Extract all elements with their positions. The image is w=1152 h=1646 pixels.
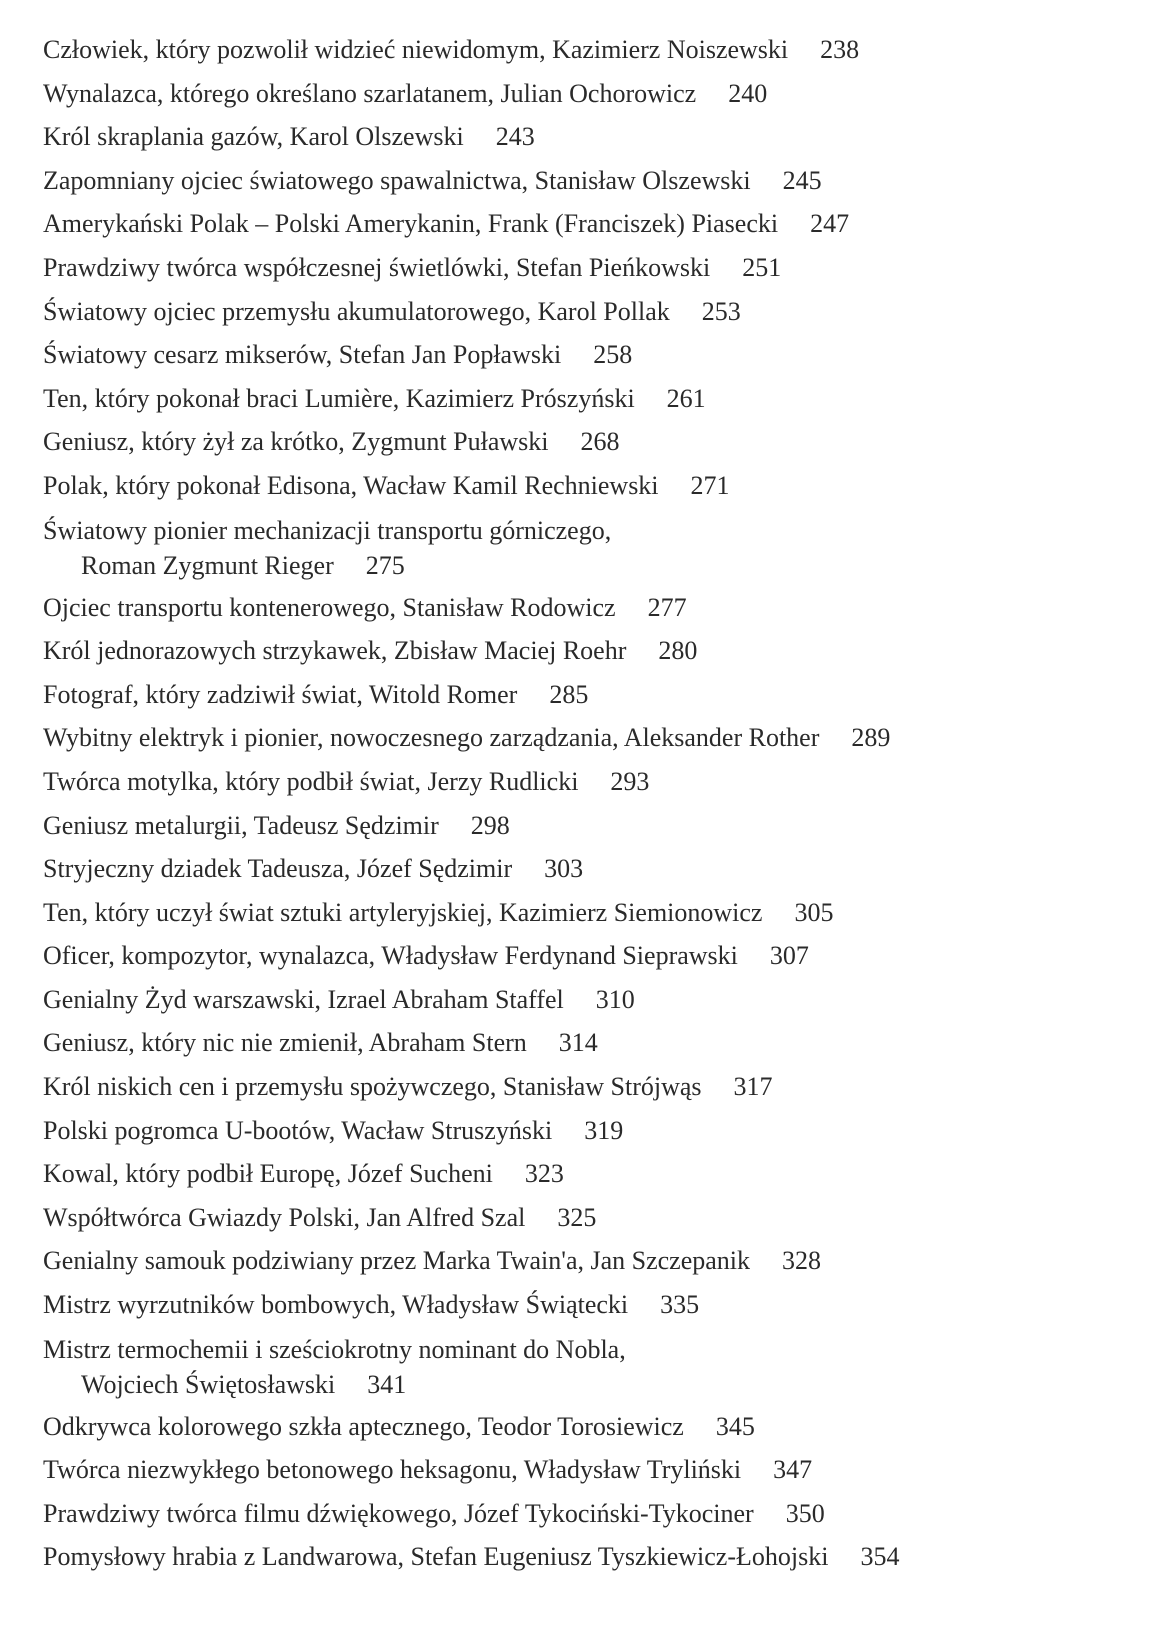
toc-entry-title: Kowal, który podbił Europę, Józef Sucheni — [43, 1159, 493, 1189]
toc-entry — [43, 1492, 1103, 1536]
toc-entry-line — [43, 716, 1103, 760]
toc-entry-page-number: 345 — [715, 1411, 755, 1441]
toc-entry-title: Światowy pionier mechanizacji transportu górniczego, — [43, 515, 612, 545]
toc-entry-page-number: 289 — [851, 723, 891, 753]
toc-entry-page-number: 268 — [580, 427, 620, 457]
toc-entry — [43, 586, 1103, 630]
toc-entry — [43, 508, 1103, 586]
toc-entry-title: Polski pogromca U-bootów, Wacław Struszyński — [43, 1115, 553, 1145]
toc-entry-page-number: 275 — [365, 550, 405, 580]
toc-entry-line — [43, 115, 1103, 159]
toc-entry-line — [43, 420, 1103, 464]
toc-entry-page-number: 280 — [658, 636, 698, 666]
table-of-contents — [43, 28, 1103, 1579]
toc-entry — [43, 115, 1103, 159]
toc-entry-line — [43, 1152, 1103, 1196]
toc-entry-page-number: 285 — [549, 679, 589, 709]
toc-entry — [43, 1021, 1103, 1065]
toc-entry — [43, 1327, 1103, 1405]
toc-entry — [43, 978, 1103, 1022]
toc-entry-title: Oficer, kompozytor, wynalazca, Władysław Ferdynand Sieprawski — [43, 941, 738, 971]
toc-entry-page-number: 319 — [584, 1115, 624, 1145]
toc-entry-title: Geniusz, który nic nie zmienił, Abraham Stern — [43, 1028, 527, 1058]
toc-entry-page-number: 305 — [794, 897, 834, 927]
toc-entry-page-number: 261 — [666, 383, 706, 413]
toc-entry-line — [43, 934, 1103, 978]
toc-entry-page-number: 347 — [773, 1455, 813, 1485]
toc-entry-line — [43, 464, 1103, 508]
toc-entry-line — [43, 1405, 1103, 1449]
toc-entry — [43, 377, 1103, 421]
toc-entry — [43, 934, 1103, 978]
toc-entry-title: Ten, który uczył świat sztuki artyleryjskiej, Kazimierz Siemionowicz — [43, 897, 763, 927]
toc-entry-title-continued: Roman Zygmunt Rieger — [81, 550, 334, 580]
toc-entry-page-number: 258 — [593, 340, 633, 370]
toc-entry — [43, 673, 1103, 717]
toc-entry-page-number: 240 — [728, 78, 768, 108]
toc-entry-title: Prawdziwy twórca filmu dźwiękowego, Józef Tykociński-Tykociner — [43, 1498, 754, 1528]
toc-entry — [43, 1448, 1103, 1492]
toc-entry-title: Ten, który pokonał braci Lumière, Kazimierz Prószyński — [43, 383, 635, 413]
toc-entry — [43, 1196, 1103, 1240]
toc-entry — [43, 891, 1103, 935]
toc-entry-title: Wybitny elektryk i pionier, nowoczesnego zarządzania, Aleksander Rother — [43, 723, 820, 753]
toc-entry-page-number: 328 — [782, 1246, 822, 1276]
toc-entry-line — [43, 513, 1103, 548]
toc-entry-line — [43, 333, 1103, 377]
toc-entry-line — [43, 377, 1103, 421]
toc-entry — [43, 629, 1103, 673]
toc-entry-line — [43, 673, 1103, 717]
toc-entry-title: Prawdziwy twórca współczesnej świetlówki, Stefan Pieńkowski — [43, 252, 711, 282]
toc-entry-line — [43, 202, 1103, 246]
toc-entry-line — [43, 1196, 1103, 1240]
toc-entry-title: Stryjeczny dziadek Tadeusza, Józef Sędzimir — [43, 854, 513, 884]
toc-entry-page-number: 253 — [701, 296, 741, 326]
toc-entry-title: Twórca motylka, który podbił świat, Jerzy Rudlicki — [43, 766, 579, 796]
toc-entry-page-number: 277 — [647, 592, 687, 622]
toc-entry — [43, 1283, 1103, 1327]
toc-entry-line — [43, 629, 1103, 673]
toc-entry-line — [43, 28, 1103, 72]
toc-entry-page-number: 317 — [733, 1072, 773, 1102]
toc-entry-title: Geniusz, który żył za krótko, Zygmunt Puławski — [43, 427, 549, 457]
toc-entry-page-number: 307 — [769, 941, 809, 971]
toc-entry-title: Pomysłowy hrabia z Landwarowa, Stefan Eugeniusz Tyszkiewicz-Łohojski — [43, 1542, 829, 1572]
toc-entry-line — [43, 1283, 1103, 1327]
toc-entry-line — [43, 1448, 1103, 1492]
toc-entry-line — [43, 760, 1103, 804]
toc-entry-line — [43, 1065, 1103, 1109]
toc-entry-line — [43, 1332, 1103, 1367]
toc-entry-title: Genialny Żyd warszawski, Izrael Abraham Staffel — [43, 984, 564, 1014]
toc-entry-title: Zapomniany ojciec światowego spawalnictwa, Stanisław Olszewski — [43, 165, 751, 195]
toc-entry-title: Polak, który pokonał Edisona, Wacław Kamil Rechniewski — [43, 470, 659, 500]
toc-entry — [43, 72, 1103, 116]
toc-entry — [43, 159, 1103, 203]
toc-entry — [43, 464, 1103, 508]
toc-entry-title-continued: Wojciech Świętosławski — [81, 1369, 336, 1399]
toc-entry-page-number: 314 — [558, 1028, 598, 1058]
toc-entry-line — [43, 586, 1103, 630]
toc-entry-page-number: 323 — [524, 1159, 564, 1189]
toc-entry — [43, 246, 1103, 290]
toc-entry-page-number: 245 — [782, 165, 822, 195]
toc-entry-line — [43, 804, 1103, 848]
toc-entry — [43, 420, 1103, 464]
toc-entry — [43, 804, 1103, 848]
toc-entry-page-number: 335 — [660, 1290, 700, 1320]
toc-entry-line-continued — [43, 1367, 1103, 1402]
toc-entry — [43, 760, 1103, 804]
toc-entry-title: Amerykański Polak – Polski Amerykanin, Frank (Franciszek) Piasecki — [43, 209, 779, 239]
toc-entry-page-number: 310 — [595, 984, 635, 1014]
toc-entry-page-number: 354 — [860, 1542, 900, 1572]
toc-entry-title: Król jednorazowych strzykawek, Zbisław Maciej Roehr — [43, 636, 627, 666]
toc-entry-line — [43, 1109, 1103, 1153]
toc-entry — [43, 1405, 1103, 1449]
toc-entry-line — [43, 1535, 1103, 1579]
toc-entry-title: Król skraplania gazów, Karol Olszewski — [43, 122, 464, 152]
toc-entry-page-number: 298 — [470, 810, 510, 840]
toc-entry — [43, 847, 1103, 891]
toc-entry-title: Genialny samouk podziwiany przez Marka Twain'a, Jan Szczepanik — [43, 1246, 751, 1276]
toc-entry-page-number: 303 — [544, 854, 584, 884]
toc-entry — [43, 1535, 1103, 1579]
toc-entry — [43, 333, 1103, 377]
toc-entry-title: Wynalazca, którego określano szarlatanem, Julian Ochorowicz — [43, 78, 697, 108]
toc-entry-page-number: 293 — [610, 766, 650, 796]
toc-entry-line — [43, 159, 1103, 203]
toc-entry-title: Mistrz termochemii i sześciokrotny nominant do Nobla, — [43, 1334, 626, 1364]
toc-entry-line — [43, 246, 1103, 290]
toc-entry — [43, 1065, 1103, 1109]
toc-entry-page-number: 350 — [785, 1498, 825, 1528]
toc-entry-line — [43, 72, 1103, 116]
toc-entry — [43, 202, 1103, 246]
toc-entry-title: Człowiek, który pozwolił widzieć niewidomym, Kazimierz Noiszewski — [43, 35, 789, 64]
toc-entry-title: Odkrywca kolorowego szkła aptecznego, Teodor Torosiewicz — [43, 1411, 684, 1441]
toc-entry-page-number: 243 — [495, 122, 535, 152]
toc-entry-line — [43, 847, 1103, 891]
toc-entry-page-number: 238 — [820, 35, 860, 64]
toc-entry-title: Światowy cesarz mikserów, Stefan Jan Popławski — [43, 340, 562, 370]
toc-entry-title: Ojciec transportu kontenerowego, Stanisław Rodowicz — [43, 592, 616, 622]
toc-entry-line — [43, 891, 1103, 935]
toc-entry-line — [43, 1021, 1103, 1065]
toc-entry-line — [43, 978, 1103, 1022]
toc-entry — [43, 1152, 1103, 1196]
toc-entry-title: Współtwórca Gwiazdy Polski, Jan Alfred Szal — [43, 1202, 526, 1232]
toc-entry-line — [43, 1239, 1103, 1283]
toc-entry-line-continued — [43, 548, 1103, 583]
toc-entry-title: Geniusz metalurgii, Tadeusz Sędzimir — [43, 810, 439, 840]
toc-entry-title: Mistrz wyrzutników bombowych, Władysław Świątecki — [43, 1290, 629, 1320]
toc-entry — [43, 1239, 1103, 1283]
toc-entry-title: Król niskich cen i przemysłu spożywczego, Stanisław Strójwąs — [43, 1072, 702, 1102]
toc-entry — [43, 716, 1103, 760]
toc-entry — [43, 290, 1103, 334]
toc-entry-page-number: 341 — [367, 1369, 407, 1399]
toc-entry-page-number: 271 — [690, 470, 730, 500]
toc-entry-title: Światowy ojciec przemysłu akumulatorowego, Karol Pollak — [43, 296, 670, 326]
toc-entry — [43, 28, 1103, 72]
toc-entry — [43, 1109, 1103, 1153]
toc-entry-line — [43, 1492, 1103, 1536]
toc-entry-page-number: 251 — [742, 252, 782, 282]
toc-entry-line — [43, 290, 1103, 334]
toc-entry-title: Fotograf, który zadziwił świat, Witold Romer — [43, 679, 518, 709]
toc-entry-page-number: 247 — [810, 209, 850, 239]
toc-entry-page-number: 325 — [557, 1202, 597, 1232]
toc-entry-title: Twórca niezwykłego betonowego heksagonu, Władysław Tryliński — [43, 1455, 742, 1485]
